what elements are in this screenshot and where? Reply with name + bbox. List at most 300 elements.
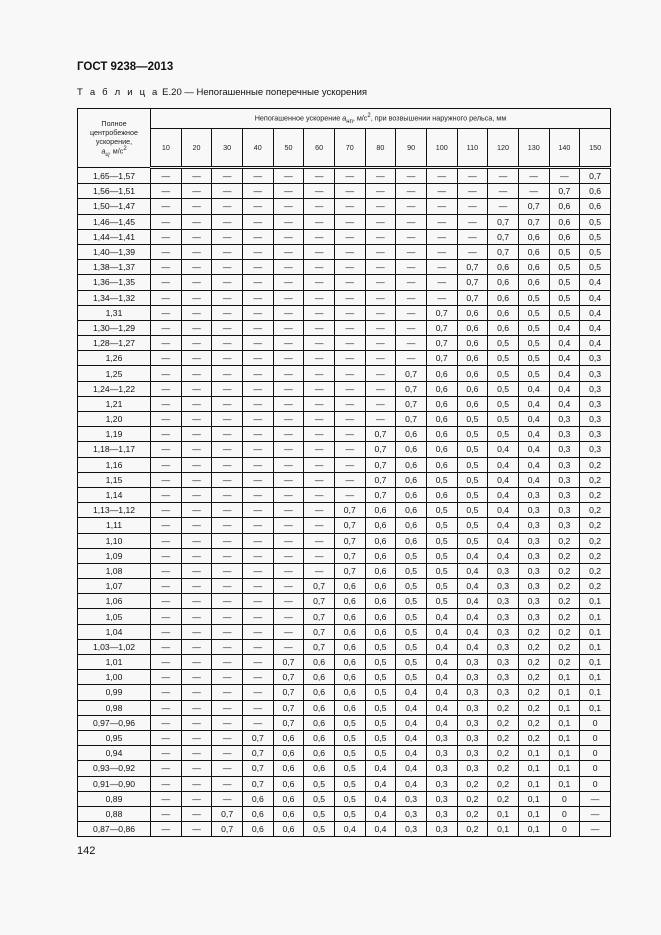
row-label-cell: 1,38—1,37 [78, 260, 151, 275]
value-cell: 0,7 [304, 639, 335, 654]
value-cell: 0,5 [488, 427, 519, 442]
table-row [78, 260, 611, 275]
value-cell: — [242, 199, 273, 214]
value-cell: — [151, 320, 182, 335]
value-cell: — [273, 290, 304, 305]
row-label-cell: 1,08 [78, 563, 151, 578]
value-cell: — [181, 761, 212, 776]
value-cell: — [242, 260, 273, 275]
value-cell: 0,6 [365, 609, 396, 624]
value-cell: — [396, 168, 427, 184]
value-cell: 0,6 [273, 746, 304, 761]
value-cell: 0,5 [304, 806, 335, 821]
row-label-cell: 1,16 [78, 457, 151, 472]
value-cell: 0,3 [457, 746, 488, 761]
value-cell: 0,4 [426, 715, 457, 730]
value-cell: 0,5 [518, 290, 549, 305]
value-cell: 0,6 [273, 776, 304, 791]
col-group-pre: Непогашенное ускорение [254, 112, 343, 122]
value-cell: — [304, 275, 335, 290]
value-cell: 0,5 [365, 655, 396, 670]
value-cell: — [580, 806, 611, 821]
value-cell: — [273, 639, 304, 654]
value-cell: 0,5 [457, 487, 488, 502]
value-cell: — [212, 442, 243, 457]
value-cell: — [212, 670, 243, 685]
value-cell: — [304, 533, 335, 548]
value-cell: — [396, 184, 427, 199]
column-header: 70 [334, 129, 365, 168]
value-cell: 0,6 [426, 487, 457, 502]
value-cell: 0,6 [488, 320, 519, 335]
value-cell: — [304, 381, 335, 396]
value-cell: 0,7 [304, 624, 335, 639]
value-cell: — [181, 351, 212, 366]
value-cell: 0,6 [457, 336, 488, 351]
value-cell: — [242, 336, 273, 351]
value-cell: — [334, 351, 365, 366]
row-label-cell: 1,04 [78, 624, 151, 639]
value-cell: 0,7 [273, 700, 304, 715]
value-cell: — [334, 381, 365, 396]
value-cell: — [273, 624, 304, 639]
value-cell: 0,3 [488, 609, 519, 624]
value-cell: 0,5 [488, 381, 519, 396]
value-cell: — [488, 184, 519, 199]
table-row [78, 214, 611, 229]
value-cell: 0,7 [457, 260, 488, 275]
value-cell: — [212, 336, 243, 351]
value-cell: — [151, 548, 182, 563]
value-cell: 0,5 [457, 427, 488, 442]
value-cell: — [457, 229, 488, 244]
value-cell: — [273, 579, 304, 594]
value-cell: — [181, 609, 212, 624]
value-cell: — [151, 472, 182, 487]
value-cell: 0,4 [457, 594, 488, 609]
value-cell: 0,3 [426, 776, 457, 791]
value-cell: — [151, 336, 182, 351]
value-cell: — [304, 442, 335, 457]
value-cell: — [334, 487, 365, 502]
value-cell: — [426, 290, 457, 305]
table-row [78, 670, 611, 685]
value-cell: 0,4 [396, 730, 427, 745]
value-cell: — [212, 715, 243, 730]
value-cell: 0,3 [396, 791, 427, 806]
value-cell: — [181, 806, 212, 821]
value-cell: 0,6 [549, 229, 580, 244]
value-cell: — [181, 503, 212, 518]
value-cell: — [273, 229, 304, 244]
row-label-cell: 0,99 [78, 685, 151, 700]
value-cell: 0 [580, 715, 611, 730]
value-cell: — [365, 168, 396, 184]
value-cell: 0,3 [457, 700, 488, 715]
value-cell: — [181, 472, 212, 487]
column-header: 40 [242, 129, 273, 168]
value-cell: — [181, 655, 212, 670]
table-row [78, 776, 611, 791]
value-cell: 0,4 [549, 366, 580, 381]
value-cell: 0,2 [580, 457, 611, 472]
value-cell: — [273, 336, 304, 351]
value-cell: 0,3 [549, 487, 580, 502]
value-cell: 0,3 [549, 427, 580, 442]
col-group-unit: , м/с [352, 112, 368, 122]
row-label-cell: 1,01 [78, 655, 151, 670]
value-cell: 0,6 [365, 563, 396, 578]
value-cell: 0,7 [212, 806, 243, 821]
value-cell: 0,4 [549, 336, 580, 351]
value-cell: — [242, 168, 273, 184]
value-cell: 0,7 [212, 822, 243, 837]
row-label-cell: 1,13—1,12 [78, 503, 151, 518]
value-cell: 0,3 [580, 381, 611, 396]
column-header: 10 [151, 129, 182, 168]
value-cell: — [334, 457, 365, 472]
value-cell: — [181, 290, 212, 305]
value-cell: — [242, 427, 273, 442]
table-row [78, 548, 611, 563]
value-cell: — [181, 746, 212, 761]
value-cell: 0,4 [549, 351, 580, 366]
row-label-cell: 1,24—1,22 [78, 381, 151, 396]
value-cell: 0,1 [549, 761, 580, 776]
value-cell: — [212, 381, 243, 396]
value-cell: 0,4 [580, 290, 611, 305]
value-cell: — [151, 168, 182, 184]
value-cell: — [273, 442, 304, 457]
value-cell: — [181, 427, 212, 442]
value-cell: — [457, 214, 488, 229]
col-group-sup: 2 [367, 112, 371, 119]
value-cell: 0,7 [304, 579, 335, 594]
value-cell: 0,2 [580, 548, 611, 563]
value-cell: — [426, 199, 457, 214]
value-cell: 0,2 [549, 639, 580, 654]
value-cell: 0,2 [549, 579, 580, 594]
value-cell: 0,2 [549, 563, 580, 578]
row-label-cell: 0,91—0,90 [78, 776, 151, 791]
row-label-cell: 1,31 [78, 305, 151, 320]
table-row [78, 563, 611, 578]
value-cell: — [273, 260, 304, 275]
value-cell: 0,1 [580, 639, 611, 654]
column-header: 120 [488, 129, 519, 168]
value-cell: 0,5 [365, 639, 396, 654]
value-cell: — [334, 442, 365, 457]
value-cell: 0,6 [334, 685, 365, 700]
value-cell: 0,5 [580, 214, 611, 229]
value-cell: 0,2 [580, 487, 611, 502]
value-cell: 0,4 [396, 776, 427, 791]
value-cell: 0,2 [518, 715, 549, 730]
value-cell: 0,3 [518, 487, 549, 502]
value-cell: — [151, 396, 182, 411]
value-cell: — [334, 229, 365, 244]
row-label-cell: 0,87—0,86 [78, 822, 151, 837]
value-cell: 0,7 [365, 472, 396, 487]
value-cell: — [242, 275, 273, 290]
value-cell: 0,1 [488, 806, 519, 821]
value-cell: 0,2 [488, 700, 519, 715]
value-cell: — [151, 533, 182, 548]
value-cell: — [181, 366, 212, 381]
value-cell: 0,6 [273, 730, 304, 745]
value-cell: — [212, 427, 243, 442]
value-cell: 0,6 [365, 533, 396, 548]
value-cell: — [151, 290, 182, 305]
value-cell: — [334, 244, 365, 259]
value-cell: — [151, 776, 182, 791]
value-cell: 0,5 [457, 503, 488, 518]
table-row [78, 412, 611, 427]
value-cell: — [212, 776, 243, 791]
value-cell: — [151, 806, 182, 821]
value-cell: 0,5 [396, 624, 427, 639]
row-label-cell: 1,03—1,02 [78, 639, 151, 654]
value-cell: — [242, 472, 273, 487]
value-cell: 0,2 [488, 730, 519, 745]
row-label-cell: 1,00 [78, 670, 151, 685]
value-cell: 0,4 [549, 396, 580, 411]
value-cell: 0,5 [580, 229, 611, 244]
value-cell: 0,6 [334, 655, 365, 670]
value-cell: 0,4 [365, 822, 396, 837]
value-cell: 0,5 [396, 655, 427, 670]
row-label-cell: 0,94 [78, 746, 151, 761]
value-cell: — [151, 700, 182, 715]
value-cell: 0,5 [518, 336, 549, 351]
value-cell: — [151, 563, 182, 578]
value-cell: — [151, 260, 182, 275]
value-cell: 0 [549, 806, 580, 821]
value-cell: — [273, 427, 304, 442]
value-cell: — [151, 624, 182, 639]
value-cell: — [365, 305, 396, 320]
value-cell: — [181, 533, 212, 548]
value-cell: 0,7 [242, 730, 273, 745]
table-row [78, 806, 611, 821]
value-cell: — [151, 639, 182, 654]
value-cell: 0,6 [365, 518, 396, 533]
value-cell: 0,7 [457, 290, 488, 305]
value-cell: 0,7 [273, 670, 304, 685]
value-cell: 0,3 [457, 670, 488, 685]
value-cell: — [242, 381, 273, 396]
value-cell: — [181, 396, 212, 411]
row-label-cell: 1,50—1,47 [78, 199, 151, 214]
value-cell: — [151, 518, 182, 533]
value-cell: 0,3 [549, 503, 580, 518]
value-cell: — [518, 168, 549, 184]
value-cell: 0 [580, 730, 611, 745]
value-cell: 0,7 [396, 412, 427, 427]
value-cell: 0,7 [334, 533, 365, 548]
column-header: 140 [549, 129, 580, 168]
value-cell: 0,5 [365, 670, 396, 685]
value-cell: 0,1 [549, 776, 580, 791]
value-cell: 0,3 [488, 655, 519, 670]
value-cell: 0,4 [488, 457, 519, 472]
value-cell: 0,2 [457, 776, 488, 791]
value-cell: 0,2 [457, 791, 488, 806]
value-cell: 0,2 [488, 761, 519, 776]
caption-prefix: Т а б л и ц а [77, 87, 160, 98]
value-cell: — [426, 260, 457, 275]
value-cell: — [181, 776, 212, 791]
value-cell: 0,5 [580, 260, 611, 275]
value-cell: 0,4 [518, 442, 549, 457]
value-cell: — [212, 563, 243, 578]
value-cell: 0,6 [334, 624, 365, 639]
value-cell: 0,1 [580, 594, 611, 609]
value-cell: — [181, 715, 212, 730]
value-cell: — [304, 472, 335, 487]
value-cell: — [273, 609, 304, 624]
value-cell: 0,3 [426, 746, 457, 761]
value-cell: — [242, 715, 273, 730]
value-cell: — [212, 199, 243, 214]
value-cell: 0,2 [488, 776, 519, 791]
value-cell: — [273, 244, 304, 259]
value-cell: — [212, 457, 243, 472]
value-cell: — [212, 548, 243, 563]
value-cell: 0,7 [334, 503, 365, 518]
value-cell: 0,2 [518, 730, 549, 745]
value-cell: — [242, 655, 273, 670]
value-cell: 0,6 [334, 594, 365, 609]
value-cell: — [273, 457, 304, 472]
value-cell: — [151, 366, 182, 381]
value-cell: 0,7 [488, 229, 519, 244]
value-cell: 0,5 [426, 533, 457, 548]
value-cell: — [181, 305, 212, 320]
value-cell: 0,5 [457, 412, 488, 427]
table-row [78, 320, 611, 335]
value-cell: — [181, 624, 212, 639]
value-cell: — [304, 260, 335, 275]
value-cell: — [334, 168, 365, 184]
value-cell: 0,5 [488, 366, 519, 381]
value-cell: 0,4 [457, 639, 488, 654]
value-cell: 0,3 [549, 412, 580, 427]
value-cell: 0,6 [273, 791, 304, 806]
value-cell: — [181, 685, 212, 700]
value-cell: 0,4 [365, 761, 396, 776]
value-cell: — [273, 396, 304, 411]
value-cell: 0,5 [365, 685, 396, 700]
value-cell: 0,1 [549, 715, 580, 730]
value-cell: — [242, 670, 273, 685]
value-cell: 0,6 [304, 700, 335, 715]
value-cell: — [334, 472, 365, 487]
row-label-cell: 1,34—1,32 [78, 290, 151, 305]
value-cell: 0,5 [426, 548, 457, 563]
value-cell: — [212, 320, 243, 335]
value-cell: 0,2 [457, 822, 488, 837]
value-cell: — [181, 244, 212, 259]
value-cell: 0,3 [580, 442, 611, 457]
value-cell: 0,3 [549, 457, 580, 472]
value-cell: — [365, 412, 396, 427]
column-header: 50 [273, 129, 304, 168]
value-cell: — [304, 548, 335, 563]
value-cell: 0,6 [396, 503, 427, 518]
table-row [78, 655, 611, 670]
value-cell: — [151, 730, 182, 745]
value-cell: 0,6 [457, 366, 488, 381]
table-row [78, 791, 611, 806]
value-cell: — [212, 518, 243, 533]
value-cell: 0,3 [549, 442, 580, 457]
table-row [78, 381, 611, 396]
value-cell: 0,7 [365, 442, 396, 457]
value-cell: 0,6 [426, 457, 457, 472]
value-cell: — [181, 168, 212, 184]
table-row [78, 822, 611, 837]
value-cell: — [334, 305, 365, 320]
value-cell: 0,7 [426, 336, 457, 351]
value-cell: — [151, 412, 182, 427]
value-cell: 0,7 [304, 594, 335, 609]
value-cell: — [181, 199, 212, 214]
value-cell: — [242, 700, 273, 715]
value-cell: 0,6 [396, 442, 427, 457]
value-cell: 0,6 [242, 806, 273, 821]
row-header-sup: 2 [123, 145, 127, 152]
value-cell: — [212, 761, 243, 776]
value-cell: — [151, 609, 182, 624]
value-cell: 0,4 [396, 761, 427, 776]
value-cell: 0,6 [488, 275, 519, 290]
value-cell: 0,6 [365, 548, 396, 563]
value-cell: 0,7 [304, 609, 335, 624]
value-cell: 0,1 [549, 746, 580, 761]
value-cell: — [273, 214, 304, 229]
value-cell: — [212, 791, 243, 806]
value-cell: 0,7 [365, 457, 396, 472]
value-cell: — [549, 168, 580, 184]
value-cell: — [212, 168, 243, 184]
value-cell: 0,6 [304, 685, 335, 700]
value-cell: 0,4 [549, 320, 580, 335]
value-cell: — [304, 184, 335, 199]
value-cell: 0,2 [549, 624, 580, 639]
row-label-cell: 1,65—1,57 [78, 168, 151, 184]
value-cell: 0,6 [518, 275, 549, 290]
value-cell: 0,4 [580, 320, 611, 335]
value-cell: 0,5 [549, 260, 580, 275]
value-cell: — [242, 366, 273, 381]
table-row [78, 184, 611, 199]
value-cell: — [242, 594, 273, 609]
value-cell: — [151, 487, 182, 502]
value-cell: — [151, 655, 182, 670]
value-cell: 0,3 [426, 730, 457, 745]
value-cell: 0,6 [365, 503, 396, 518]
value-cell: — [365, 290, 396, 305]
value-cell: 0,5 [549, 290, 580, 305]
value-cell: 0,6 [426, 396, 457, 411]
row-header-symbol: a [101, 145, 106, 155]
value-cell: 0,3 [580, 427, 611, 442]
value-cell: — [212, 579, 243, 594]
value-cell: — [304, 320, 335, 335]
value-cell: — [242, 290, 273, 305]
value-cell: 0,3 [518, 548, 549, 563]
